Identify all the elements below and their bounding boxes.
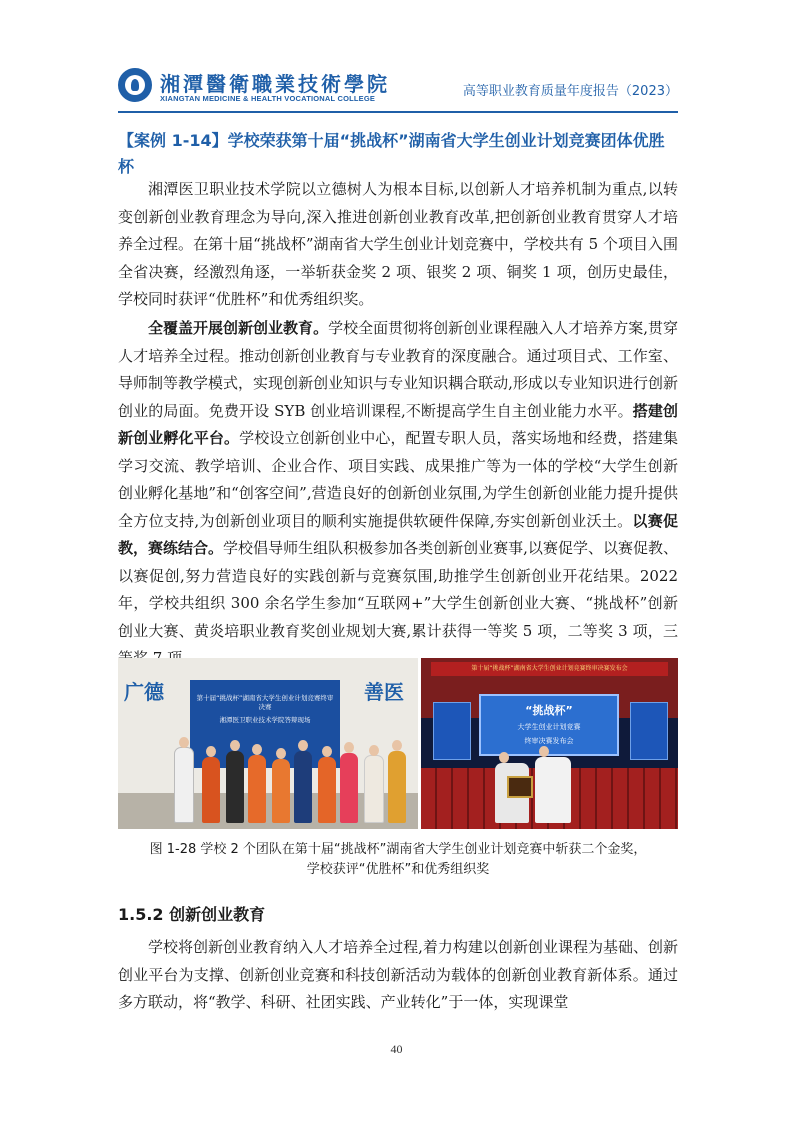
- lead-in-platform: 搭建创新创业孵化平台。: [118, 401, 678, 447]
- college-logo-icon: [118, 68, 152, 102]
- figure-caption-line-2: 学校获评“优胜杯”和优秀组织奖: [306, 862, 490, 877]
- team-member: [248, 755, 266, 823]
- team-member: [364, 755, 384, 823]
- team-member: [202, 757, 220, 823]
- case-title: 【案例 1-14】学校荣获第十届“挑战杯”湖南省大学生创业计划竞赛团体优胜杯: [118, 131, 665, 176]
- wall-text-right: 善医: [364, 680, 404, 704]
- text-coverage: 学校全面贯彻将创新创业课程融入人才培养方案,贯穿人才培养全过程。推动创新创业教育与专业教育的深度融合。通过项目式、工作室、导师制等教学模式，实现创新创业知识与专业知识耦合联动,形成以专业知识进行创新创业的局面。免费开设 SYB 创业培训课程,不断提高学生自主创业能力水平。: [118, 319, 678, 420]
- team-member: [272, 759, 290, 823]
- text-platform: 学校设立创新创业中心，配置专职人员，落实场地和经费，搭建集学习交流、教学培训、企业合作、项目实践、成果推广等为一体的学校“大学生创新创业孵化基地”和“创客空间”,营造良好的创新创业氛围,为学生创新创业能力提升提供全方位支持,为创新创业项目的顺利实施提供软硬件保障,夯实创新创业沃土。: [118, 429, 678, 530]
- team-photo-left: [118, 658, 418, 829]
- screen-line-2: 大学生创业计划竞赛: [517, 723, 581, 731]
- team-member: [174, 747, 194, 823]
- stage-banner: 第十届“挑战杯”湖南省大学生创业计划竞赛终审决赛发布会: [431, 662, 668, 676]
- team-member: [294, 751, 312, 823]
- award-recipient: [535, 757, 571, 823]
- lead-in-coverage: 全覆盖开展创新创业教育。: [148, 319, 329, 337]
- backdrop-line-1: 第十届“挑战杯”湖南省大学生创业计划竞赛终审决赛: [196, 694, 334, 711]
- text-competition: 学校倡导师生组队积极参加各类创新创业赛事,以赛促学、以赛促教、以赛促创,努力营造良好的实践创新与竞赛氛围,助推学生创新创业开花结果。2022 年，学校共组织 300 余名学生参加“互联网+”大学生创新创业大赛、“挑战杯”创新创业大赛、黄炎培职业教育奖创业规划大赛,累计获得一等奖 5 项，二等奖 3 项，三: [118, 539, 678, 640]
- wall-text-left: 广德: [124, 680, 164, 704]
- figure-caption-line-1: 图 1-28 学校 2 个团队在第十届“挑战杯”湖南省大学生创业计划竞赛中斩获二个金奖，: [149, 842, 647, 857]
- team-member: [388, 751, 406, 823]
- backdrop-line-2: 湘潭医卫职业技术学院答辩现场: [219, 716, 311, 724]
- screen-line-3: 终审决赛发布会: [524, 737, 574, 745]
- team-member: [318, 757, 336, 823]
- lead-in-competition: 以赛促教，赛练结合。: [118, 511, 678, 557]
- award-photo-right: [421, 658, 678, 829]
- award-plaque-icon: [507, 776, 533, 798]
- section-paragraph: 学校将创新创业教育纳入人才培养全过程,着力构建以创新创业课程为基础、创新创业平台为支撑、创新创业竞赛和科技创新活动为载体的创新创业教育新体系。通过多方联动，将“教学、科研、社团实践、产业转化”于一体，实现课堂: [118, 938, 678, 1011]
- case-paragraph-1: 湘潭医卫职业技术学院以立德树人为根本目标,以创新人才培养机制为重点,以转变创新创业教育理念为导向,深入推进创新创业教育改革,把创新创业教育贯穿人才培养全过程。在第十届“挑战杯”湖南省大学生创业计划竞赛中，学校共有 5 个项目入围全省决赛，经激烈角逐，一举斩获金奖 2 项、银奖 2 项、铜奖 1 项，创历史最佳，学校同时获评“优胜杯”和优秀组织奖。: [118, 180, 678, 308]
- section-heading: 1.5.2 创新创业教育: [118, 905, 266, 924]
- header-divider: [118, 111, 678, 113]
- page-header: [118, 66, 678, 110]
- college-name-cn: 湘潭醫衛職業技術學院: [160, 72, 390, 96]
- screen-line-1: “挑战杯”: [525, 704, 573, 717]
- team-member: [226, 751, 244, 823]
- college-name-en: XIANGTAN MEDICINE & HEALTH VOCATIONAL COLLEGE: [160, 94, 376, 103]
- case-paragraph-2: [118, 315, 678, 673]
- report-title: 高等职业教育质量年度报告（2023）: [462, 84, 678, 99]
- page-number: 40: [390, 1042, 403, 1056]
- stage-screen: [479, 694, 619, 756]
- team-member: [340, 753, 358, 823]
